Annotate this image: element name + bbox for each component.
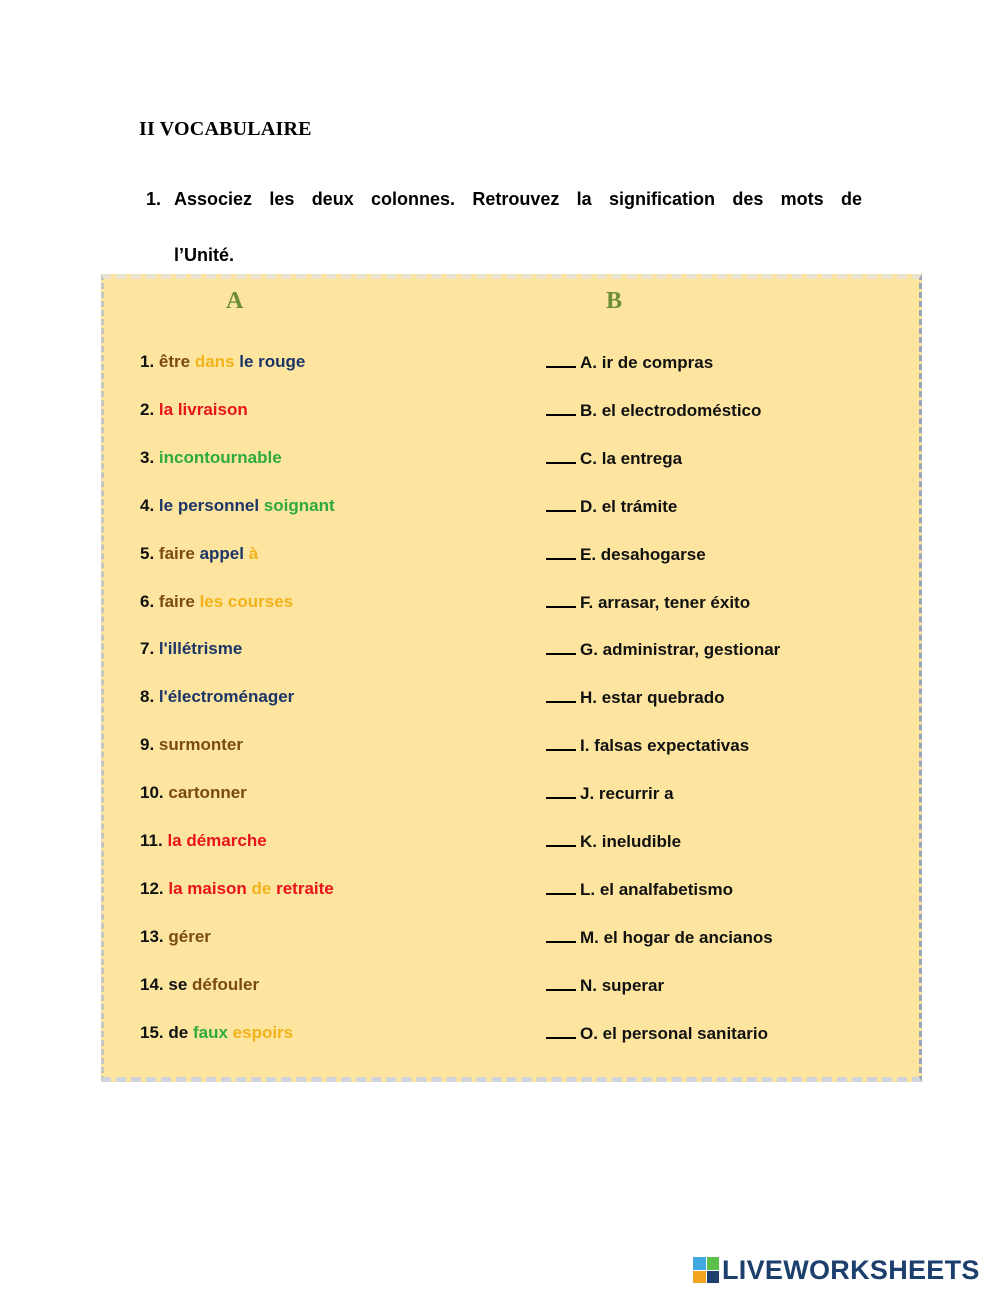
right-item-text: K. ineludible [580, 832, 682, 851]
left-item-3 [140, 448, 282, 468]
left-item-number: 6. [140, 591, 155, 611]
left-item-word: la maison [168, 878, 247, 898]
right-item-1 [546, 352, 713, 373]
left-item-word: espoirs [232, 1022, 294, 1042]
right-item-5 [546, 544, 706, 565]
left-item-word: faux [192, 1022, 228, 1042]
left-item-number: 4. [140, 495, 155, 515]
left-item-number: 8. [140, 687, 155, 707]
left-item-word: l'illétrisme [158, 639, 243, 659]
right-item-text: E. desahogarse [580, 544, 706, 564]
right-item-text: F. arrasar, tener éxito [580, 592, 751, 612]
left-item-4 [140, 496, 335, 516]
right-item-text: H. estar quebrado [580, 688, 725, 708]
right-item-2 [546, 400, 761, 421]
left-item-word: surmonter [158, 735, 243, 755]
right-item-6 [546, 592, 750, 613]
right-item-14 [546, 975, 664, 996]
left-item-2 [140, 400, 248, 420]
answer-blank[interactable] [546, 783, 576, 799]
left-item-word: incontournable [158, 447, 282, 467]
instruction-line-2: l’Unité. [174, 245, 235, 265]
left-item-word: retraite [276, 878, 334, 898]
left-item-word: dans [194, 352, 235, 371]
answer-blank[interactable] [546, 352, 576, 368]
right-item-text: J. recurrir a [580, 784, 674, 804]
left-item-word: la démarche [167, 831, 267, 850]
left-item-word: faire [158, 543, 195, 563]
left-item-word: à [248, 543, 259, 563]
right-item-text: M. el hogar de ancianos [580, 927, 773, 947]
left-item-number: 7. [140, 639, 155, 659]
left-item-number: 14. [140, 974, 164, 994]
left-item-14 [140, 975, 259, 995]
left-item-6 [140, 592, 293, 612]
liveworksheets-logo-icon [693, 1257, 719, 1283]
left-item-word: les courses [199, 591, 294, 611]
right-item-text: B. el electrodoméstico [580, 400, 762, 420]
left-item-word: soignant [263, 495, 335, 515]
answer-blank[interactable] [546, 879, 576, 895]
answer-blank[interactable] [546, 496, 576, 512]
left-item-word: cartonner [168, 783, 247, 803]
liveworksheets-logo [693, 1254, 980, 1286]
right-item-10 [546, 783, 674, 804]
column-a-heading: A [226, 288, 244, 314]
left-item-word: gérer [168, 926, 211, 946]
left-item-word: le personnel [158, 495, 260, 515]
right-item-text: A. ir de compras [580, 353, 714, 372]
left-item-9 [140, 735, 243, 755]
right-item-4 [546, 496, 677, 517]
answer-blank[interactable] [546, 975, 576, 991]
matching-panel [101, 274, 922, 1082]
right-item-13 [546, 927, 773, 948]
answer-blank[interactable] [546, 448, 576, 464]
left-item-word: appel [199, 543, 244, 563]
answer-blank[interactable] [546, 639, 576, 655]
right-item-3 [546, 448, 682, 469]
logo-text: LIVEWORKSHEETS [722, 1254, 980, 1285]
instruction [146, 171, 862, 283]
answer-blank[interactable] [546, 592, 576, 608]
answer-blank[interactable] [546, 544, 576, 560]
right-item-7 [546, 639, 780, 660]
left-item-1 [140, 352, 305, 372]
right-item-text: O. el personal sanitario [580, 1023, 769, 1043]
left-item-word: l'électroménager [158, 687, 295, 707]
right-item-text: L. el analfabetismo [580, 879, 734, 899]
left-item-number: 3. [140, 447, 155, 467]
right-item-text: G. administrar, gestionar [580, 640, 781, 660]
left-item-number: 12. [140, 878, 164, 898]
left-item-number: 11. [140, 831, 163, 850]
left-item-word: de [168, 1022, 189, 1042]
right-item-text: C. la entrega [580, 448, 683, 468]
left-item-15 [140, 1023, 293, 1043]
right-item-text: I. falsas expectativas [580, 736, 750, 756]
left-item-word: se [168, 974, 188, 994]
left-item-number: 5. [140, 543, 155, 563]
left-item-11 [140, 831, 267, 851]
left-item-word: le rouge [239, 352, 306, 371]
section-title: II VOCABULAIRE [139, 118, 312, 140]
answer-blank[interactable] [546, 927, 576, 943]
left-item-5 [140, 544, 258, 564]
left-item-number: 9. [140, 735, 159, 755]
right-item-12 [546, 879, 733, 900]
right-item-8 [546, 687, 725, 708]
left-item-number: 15. [140, 1022, 164, 1042]
instruction-number: 1. [146, 189, 162, 209]
left-item-number: 10. [140, 783, 164, 803]
left-item-10 [140, 783, 247, 803]
right-item-text: N. superar [580, 975, 665, 995]
answer-blank[interactable] [546, 400, 576, 416]
left-item-word: la livraison [158, 399, 248, 419]
left-item-7 [140, 639, 242, 659]
left-item-13 [140, 927, 211, 947]
left-item-number: 13. [140, 926, 164, 946]
right-item-9 [546, 735, 749, 756]
answer-blank[interactable] [546, 687, 576, 703]
answer-blank[interactable] [546, 735, 576, 751]
right-item-11 [546, 831, 681, 852]
instruction-line-1: Associez les deux colonnes. Retrouvez la signification des mots de [174, 189, 862, 209]
left-item-word: défouler [192, 974, 260, 994]
answer-blank[interactable] [546, 1023, 576, 1039]
left-item-word: être [158, 352, 191, 371]
left-item-12 [140, 879, 334, 899]
left-item-8 [140, 687, 294, 707]
left-item-number: 1. [140, 352, 155, 371]
answer-blank[interactable] [546, 831, 576, 847]
left-item-number: 2. [140, 399, 155, 419]
left-item-word: de [251, 878, 272, 898]
left-item-word: faire [158, 591, 195, 611]
column-b-heading: B [606, 288, 623, 314]
right-item-15 [546, 1023, 768, 1044]
right-item-text: D. el trámite [580, 496, 678, 516]
